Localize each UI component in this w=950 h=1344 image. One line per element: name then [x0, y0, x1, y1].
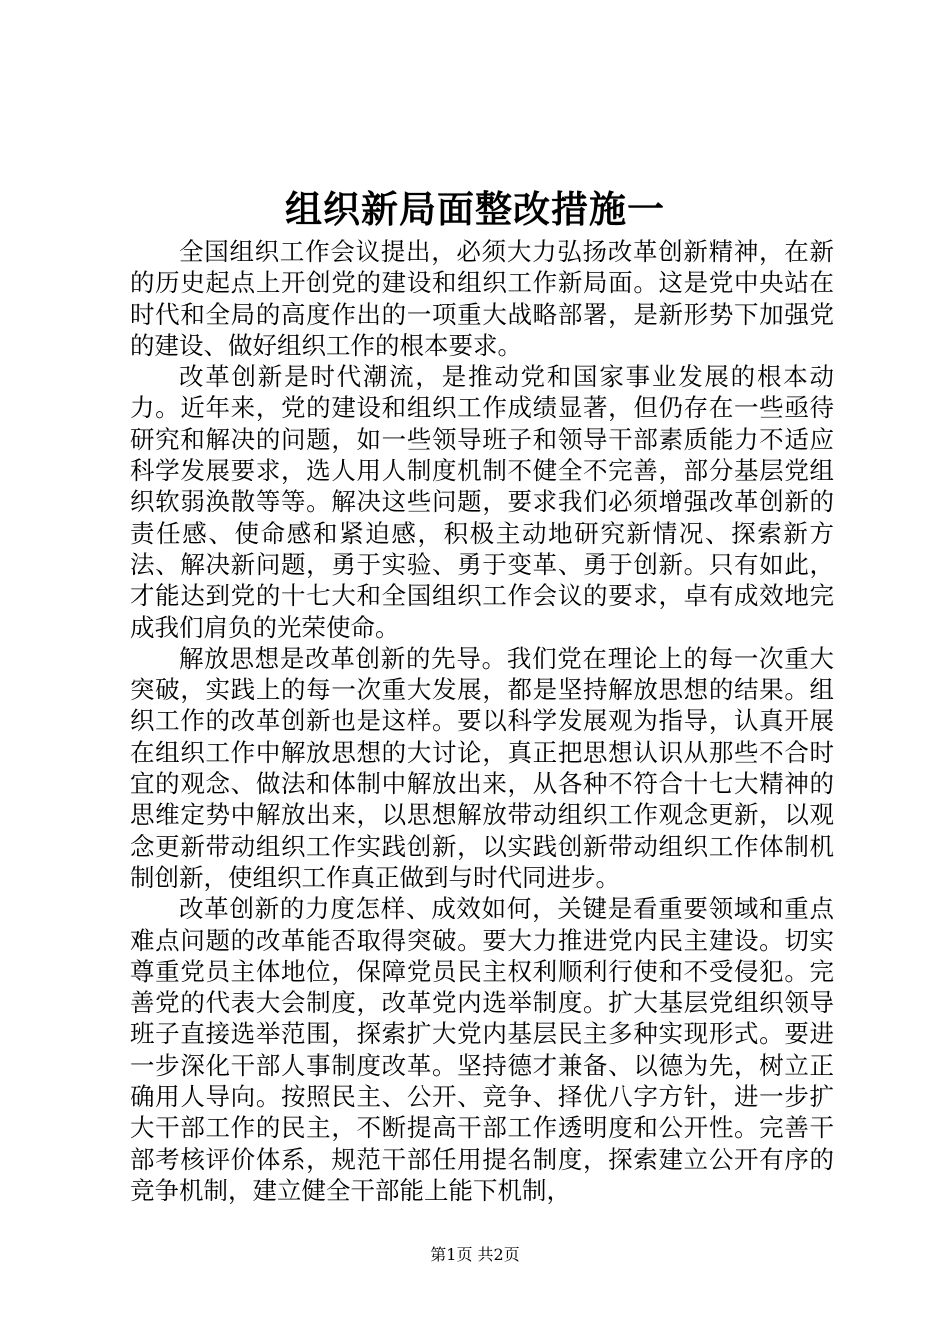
paragraph: 解放思想是改革创新的先导。我们党在理论上的每一次重大突破，实践上的每一次重大发展，都是坚持解放思想的结果。组织工作的改革创新也是这样。要以科学发展观为指导，认真开展在组织工作中解放思想的大讨论，真正把思想认识从那些不合时宜的观念、做法和体制中解放出来，从各种不符合十七大精神的思维定势中解放出来，以思想解放带动组织工作观念更新，以观念更新带动组织工作实践创新，以实践创新带动组织工作体制机制创新，使组织工作真正做到与时代同进步。: [130, 643, 834, 892]
document-body: [130, 236, 834, 1206]
paragraph: 改革创新是时代潮流，是推动党和国家事业发展的根本动力。近年来，党的建设和组织工作成绩显著，但仍存在一些亟待研究和解决的问题，如一些领导班子和领导干部素质能力不适应科学发展要求，选人用人制度机制不健全不完善，部分基层党组织软弱涣散等等。解决这些问题，要求我们必须增强改革创新的责任感、使命感和紧迫感，积极主动地研究新情况、探索新方法、解决新问题，勇于实验、勇于变革、勇于创新。只有如此，才能达到党的十七大和全国组织工作会议的要求，卓有成效地完成我们肩负的光荣使命。: [130, 362, 834, 642]
page-number-footer: 第1页 共2页: [430, 1245, 520, 1264]
paragraph: 全国组织工作会议提出，必须大力弘扬改革创新精神，在新的历史起点上开创党的建设和组织工作新局面。这是党中央站在时代和全局的高度作出的一项重大战略部署，是新形势下加强党的建设、做好组织工作的根本要求。: [130, 237, 834, 360]
document-title: 组织新局面整改措施一: [285, 187, 665, 231]
paragraph: 改革创新的力度怎样、成效如何，关键是看重要领域和重点难点问题的改革能否取得突破。要大力推进党内民主建设。切实尊重党员主体地位，保障党员民主权利顺利行使和不受侵犯。完善党的代表大会制度，改革党内选举制度。扩大基层党组织领导班子直接选举范围，探索扩大党内基层民主多种实现形式。要进一步深化干部人事制度改革。坚持德才兼备、以德为先，树立正确用人导向。按照民主、公开、竞争、择优八字方针，进一步扩大干部工作的民主，不断提高干部工作透明度和公开性。完善干部考核评价体系，规范干部任用提名制度，探索建立公开有序的竞争机制，建立健全干部能上能下机制，: [130, 894, 834, 1205]
